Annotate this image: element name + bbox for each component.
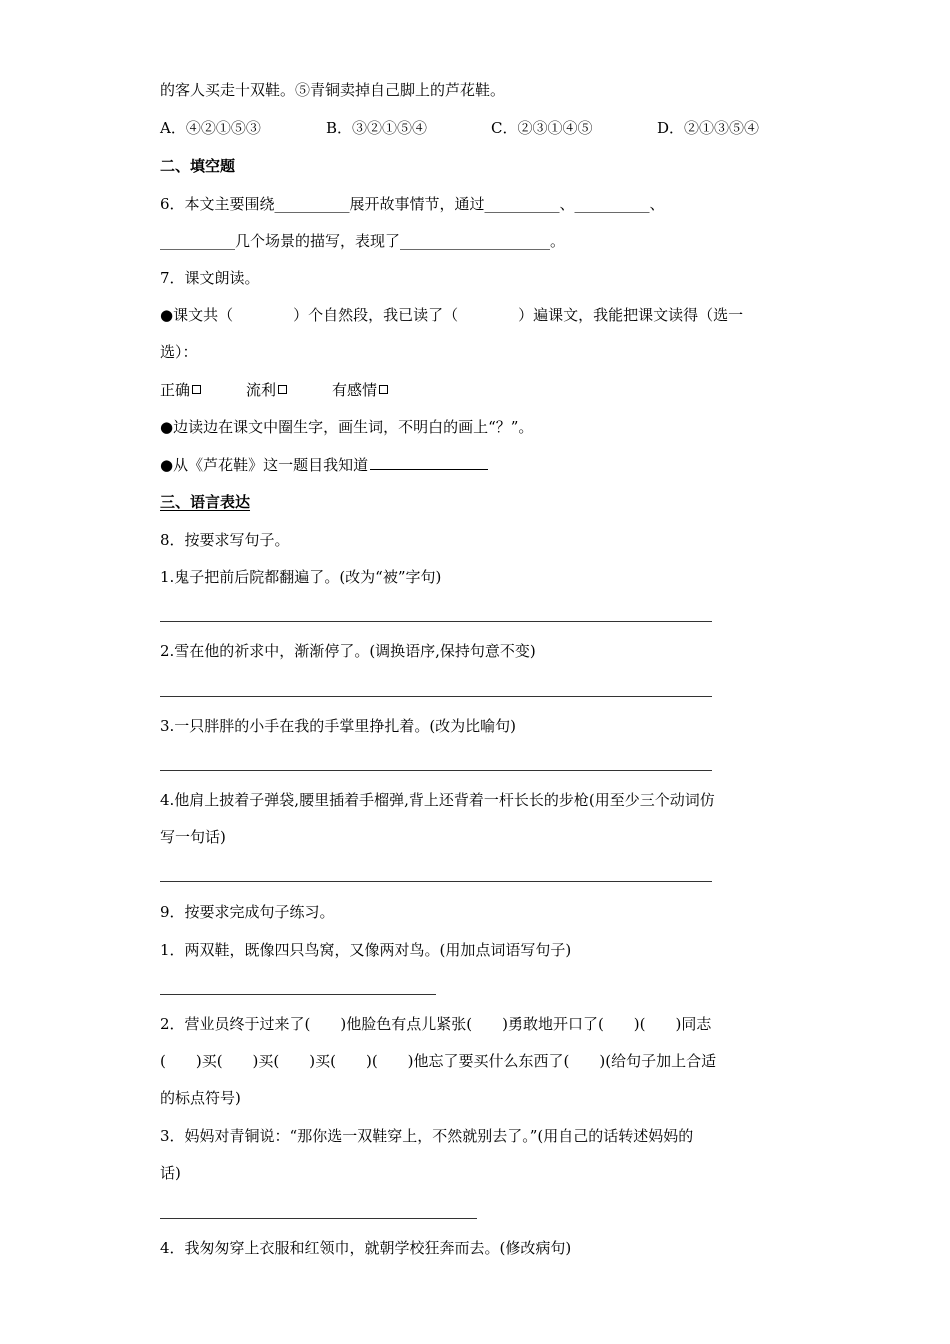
question-8-1: 1.鬼子把前后院都翻遍了。(改为“被”字句): [160, 568, 442, 586]
question-6-line1: 6．本文主要围绕__________展开故事情节，通过__________、__________、: [160, 195, 665, 213]
question-8-4-line1: 4.他肩上披着子弹袋,腰里插着手榴弹,背上还背着一杆长长的步枪(用至少三个动词仿: [160, 791, 715, 809]
question-9-2-line3: 的标点符号): [160, 1089, 241, 1107]
question-7-bullet1: ●课文共（ ）个自然段，我已读了（ ）遍课文，我能把课文读得（选一: [160, 306, 744, 324]
question-9-title: 9．按要求完成句子练习。: [160, 903, 335, 921]
option-b: B．③②①⑤④: [326, 119, 428, 137]
checkbox-icon[interactable]: [192, 385, 201, 394]
question-8-3: 3.一只胖胖的小手在我的手掌里挣扎着。(改为比喻句): [160, 717, 517, 735]
checkbox-icon[interactable]: [379, 385, 388, 394]
question-7-bullet2: ●边读边在课文中圈生字，画生词，不明白的画上“？”。: [160, 418, 534, 436]
option-emotion[interactable]: [332, 380, 388, 400]
answer-line[interactable]: [160, 621, 712, 622]
question-8-2: 2.雪在他的祈求中，渐渐停了。(调换语序,保持句意不变): [160, 642, 536, 660]
answer-blank[interactable]: [370, 455, 488, 470]
question-9-3-line2: 话): [160, 1164, 181, 1182]
option-correct[interactable]: [160, 380, 201, 400]
option-fluent-label: 流利: [246, 381, 277, 399]
question-7-bullet1-cont: 选）：: [160, 343, 198, 361]
question-8-4-line2: 写一句话): [160, 828, 226, 846]
option-correct-label: 正确: [160, 381, 191, 399]
answer-line[interactable]: [160, 1218, 477, 1219]
answer-line[interactable]: [160, 881, 712, 882]
option-emotion-label: 有感情: [332, 381, 378, 399]
option-fluent[interactable]: [246, 380, 287, 400]
question-7-bullet3-text: ●从《芦花鞋》这一题目我知道: [160, 456, 369, 474]
option-c: C．②③①④⑤: [491, 119, 593, 137]
question-9-2-line1: 2．营业员终于过来了( )他脸色有点儿紧张( )勇敢地开口了( )( )同志: [160, 1015, 712, 1033]
section-heading-language: 三、语言表达: [160, 493, 251, 511]
question-9-3-line1: 3．妈妈对青铜说：“那你选一双鞋穿上，不然就别去了。”(用自己的话转述妈妈的: [160, 1127, 694, 1145]
question-8-title: 8．按要求写句子。: [160, 531, 290, 549]
answer-line[interactable]: [160, 770, 712, 771]
answer-line[interactable]: [160, 994, 436, 995]
question-9-4: 4．我匆匆穿上衣服和红领巾，就朝学校狂奔而去。(修改病句): [160, 1239, 572, 1257]
checkbox-icon[interactable]: [278, 385, 287, 394]
answer-line[interactable]: [160, 696, 712, 697]
question-9-1: 1．两双鞋，既像四只鸟窝，又像两对鸟。(用加点词语写句子): [160, 941, 572, 959]
question-6-line2: __________几个场景的描写，表现了____________________。: [160, 232, 566, 250]
section-heading-fill-blank: 二、填空题: [160, 157, 236, 175]
option-d: D．②①③⑤④: [657, 119, 760, 137]
question-7-bullet3: [160, 455, 488, 475]
question-7-title: 7．课文朗读。: [160, 269, 260, 287]
line-prev-question-tail: 的客人买走十双鞋。⑤青铜卖掉自己脚上的芦花鞋。: [160, 81, 506, 99]
option-a: A．④②①⑤③: [160, 119, 261, 137]
question-9-2-line2: ( )买( )买( )买( )( )他忘了要买什么东西了( )(给句子加上合适: [160, 1052, 717, 1070]
